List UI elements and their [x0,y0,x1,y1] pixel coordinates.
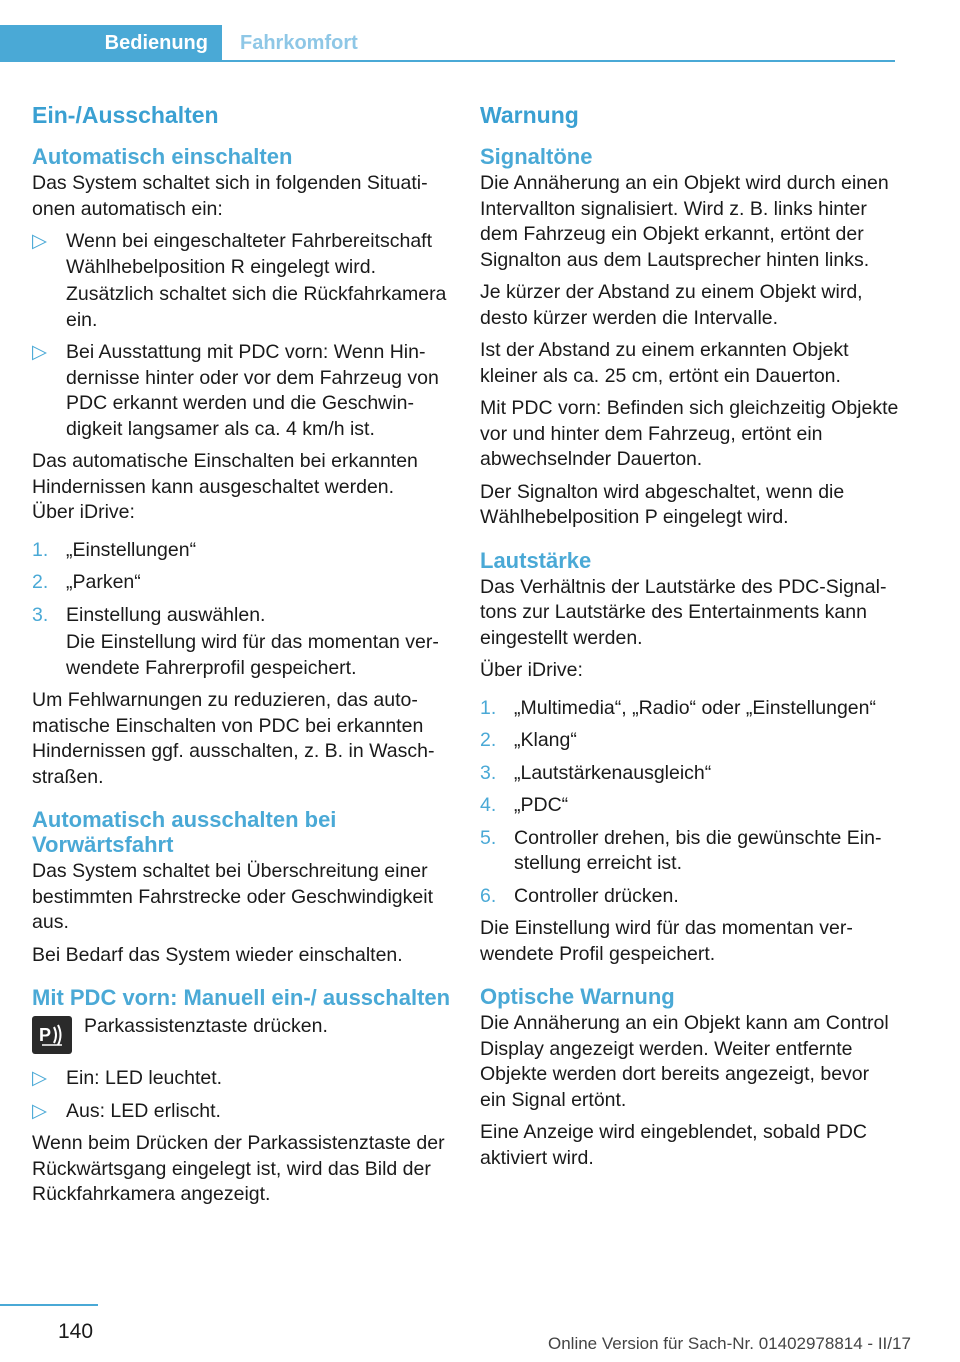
tab-fahrkomfort: Fahrkomfort [240,32,358,54]
step-item [480,884,900,910]
step-item [480,793,900,819]
paragraph: Wenn beim Drücken der Parkassistenztaste der Rückwärtsgang eingelegt ist, wird das Bild der Rückfahrkamera angezeigt. [32,1132,445,1205]
step-list [32,538,452,682]
step-text: „Klang“ [514,729,577,751]
step-text: Einstellung auswählen. [66,603,266,626]
paragraph: Je kürzer der Abstand zu einem Objekt wird, desto kürzer werden die Intervalle. [480,281,863,329]
step-text: „Lautstärkenausgleich“ [514,761,712,784]
paragraph: Ist der Abstand zu einem erkannten Objekt kleiner als ca. 25 cm, ertönt ein Dauerton. [480,339,849,387]
paragraph: Das System schaltet sich in folgenden Situationen automatisch ein: [32,172,428,220]
page-header [0,25,895,61]
step-text: Controller drehen, bis die gewünschte Einstellung erreicht ist. [514,826,882,874]
subsection-heading: Signaltöne [480,144,593,169]
bullet-list [32,229,452,442]
footer-rule [0,1304,98,1306]
list-item [32,229,452,333]
paragraph: Die Annäherung an ein Objekt kann am Control Display angezeigt werden. Weiter entfernte Objekte werden dort bereits angezeigt, bevor ein Signal ertönt. [480,1012,889,1111]
icon-instruction-text: Parkassistenztaste drücken. [84,1015,328,1037]
list-item-text: Wenn bei eingeschalteter Fahrbereitschaft Wählhebelposition R eingelegt wird. [66,230,433,278]
section-volume [480,548,900,968]
step-number: 2. [32,571,49,593]
step-item [480,696,900,722]
step-text: „PDC“ [514,794,569,816]
subsection-heading: Mit PDC vorn: Manuell ein-/ ausschalten [32,985,451,1010]
svg-text:P: P [39,1025,52,1045]
subsection-heading: Lautstärke [480,547,592,573]
list-item [32,340,452,442]
step-item [480,761,900,787]
page-number: 140 [58,1320,94,1343]
step-item [480,728,900,754]
bullet-list [32,1066,452,1124]
paragraph: Das automatische Einschalten bei erkannten Hindernissen kann ausgeschaltet werden. [32,450,418,498]
paragraph: Über iDrive: [32,501,135,523]
step-item [480,826,900,877]
footer-online-version: Online Version für Sach-Nr. 01402978814 - II/17 [548,1334,911,1353]
step-number: 3. [480,761,497,784]
step-number: 2. [480,729,497,751]
step-text: „Parken“ [66,571,141,593]
paragraph: Mit PDC vorn: Befinden sich gleichzeitig Objekte vor und hinter dem Fahrzeug, ertönt ein abwechselnder Dauerton. [480,397,899,470]
list-item [32,1099,452,1125]
left-column [32,100,452,1215]
step-item [32,603,452,682]
paragraph: Das System schaltet bei Überschreitung einer bestimmten Fahrstrecke oder Geschwindigkeit aus. [32,860,433,933]
bullet-marker-icon: ▷ [32,341,47,363]
step-list [480,696,900,910]
section-manual [32,985,452,1208]
section-auto-off [32,807,452,968]
icon-instruction [32,1014,452,1054]
step-text: „Multimedia“, „Radio“ oder „Einstellungen“ [514,696,876,719]
step-number: 1. [32,538,49,561]
park-assist-button-icon [32,1016,72,1054]
step-item [32,538,452,564]
list-item-text: Aus: LED erlischt. [66,1099,221,1122]
paragraph: Die Annäherung an ein Objekt wird durch einen Intervallton signalisiert. Wird z. B. links hinter dem Fahrzeug ein Objekt erkannt, ertönt der Signalton aus dem Lautsprecher hinten links. [480,172,889,271]
section-title: Ein-/Ausschalten [32,102,219,128]
list-item [32,1066,452,1092]
step-text: „Einstellungen“ [66,538,197,561]
paragraph: Bei Bedarf das System wieder einschalten. [32,943,403,966]
step-number: 6. [480,884,497,907]
step-number: 1. [480,696,497,719]
section-title: Warnung [480,102,579,128]
subsection-heading: Automatisch ausschalten bei Vorwärtsfahrt [32,807,337,857]
paragraph: Die Einstellung wird für das momentan verwendete Profil gespeichert. [480,917,853,965]
right-column [480,100,900,1178]
step-number: 4. [480,794,497,816]
step-note: Die Einstellung wird für das momentan verwendete Fahrerprofil gespeichert. [66,631,439,679]
bullet-marker-icon: ▷ [32,230,47,252]
subsection-heading: Optische Warnung [480,984,675,1009]
bullet-marker-icon: ▷ [32,1099,47,1122]
step-item [32,570,452,596]
paragraph: Der Signalton wird abgeschaltet, wenn die Wählhebelposition P eingelegt wird. [480,480,845,528]
step-number: 3. [32,603,49,626]
paragraph: Um Fehlwarnungen zu reduzieren, das automatische Einschalten von PDC bei erkannten Hindernissen ggf. ausschalten, z. B. in Waschstraßen. [32,689,435,788]
paragraph: Über iDrive: [480,659,583,681]
list-item-note: Zusätzlich schaltet sich die Rückfahrkamera ein. [66,283,447,331]
subsection-heading: Automatisch einschalten [32,144,293,169]
paragraph: Das Verhältnis der Lautstärke des PDC-Signaltons zur Lautstärke des Entertainments kann eingestellt werden. [480,575,887,649]
bullet-marker-icon: ▷ [32,1067,47,1089]
step-number: 5. [480,826,497,849]
paragraph: Eine Anzeige wird eingeblendet, sobald PDC aktiviert wird. [480,1121,868,1169]
list-item-text: Ein: LED leuchtet. [66,1067,223,1089]
list-item-text: Bei Ausstattung mit PDC vorn: Wenn Hindernisse hinter oder vor dem Fahrzeug von PDC erkannt werden und die Geschwindigkeit langsamer als ca. 4 km/h ist. [66,341,439,440]
section-optical-warning [480,984,900,1171]
step-text: Controller drücken. [514,884,679,907]
tab-bedienung: Bedienung [0,25,222,61]
